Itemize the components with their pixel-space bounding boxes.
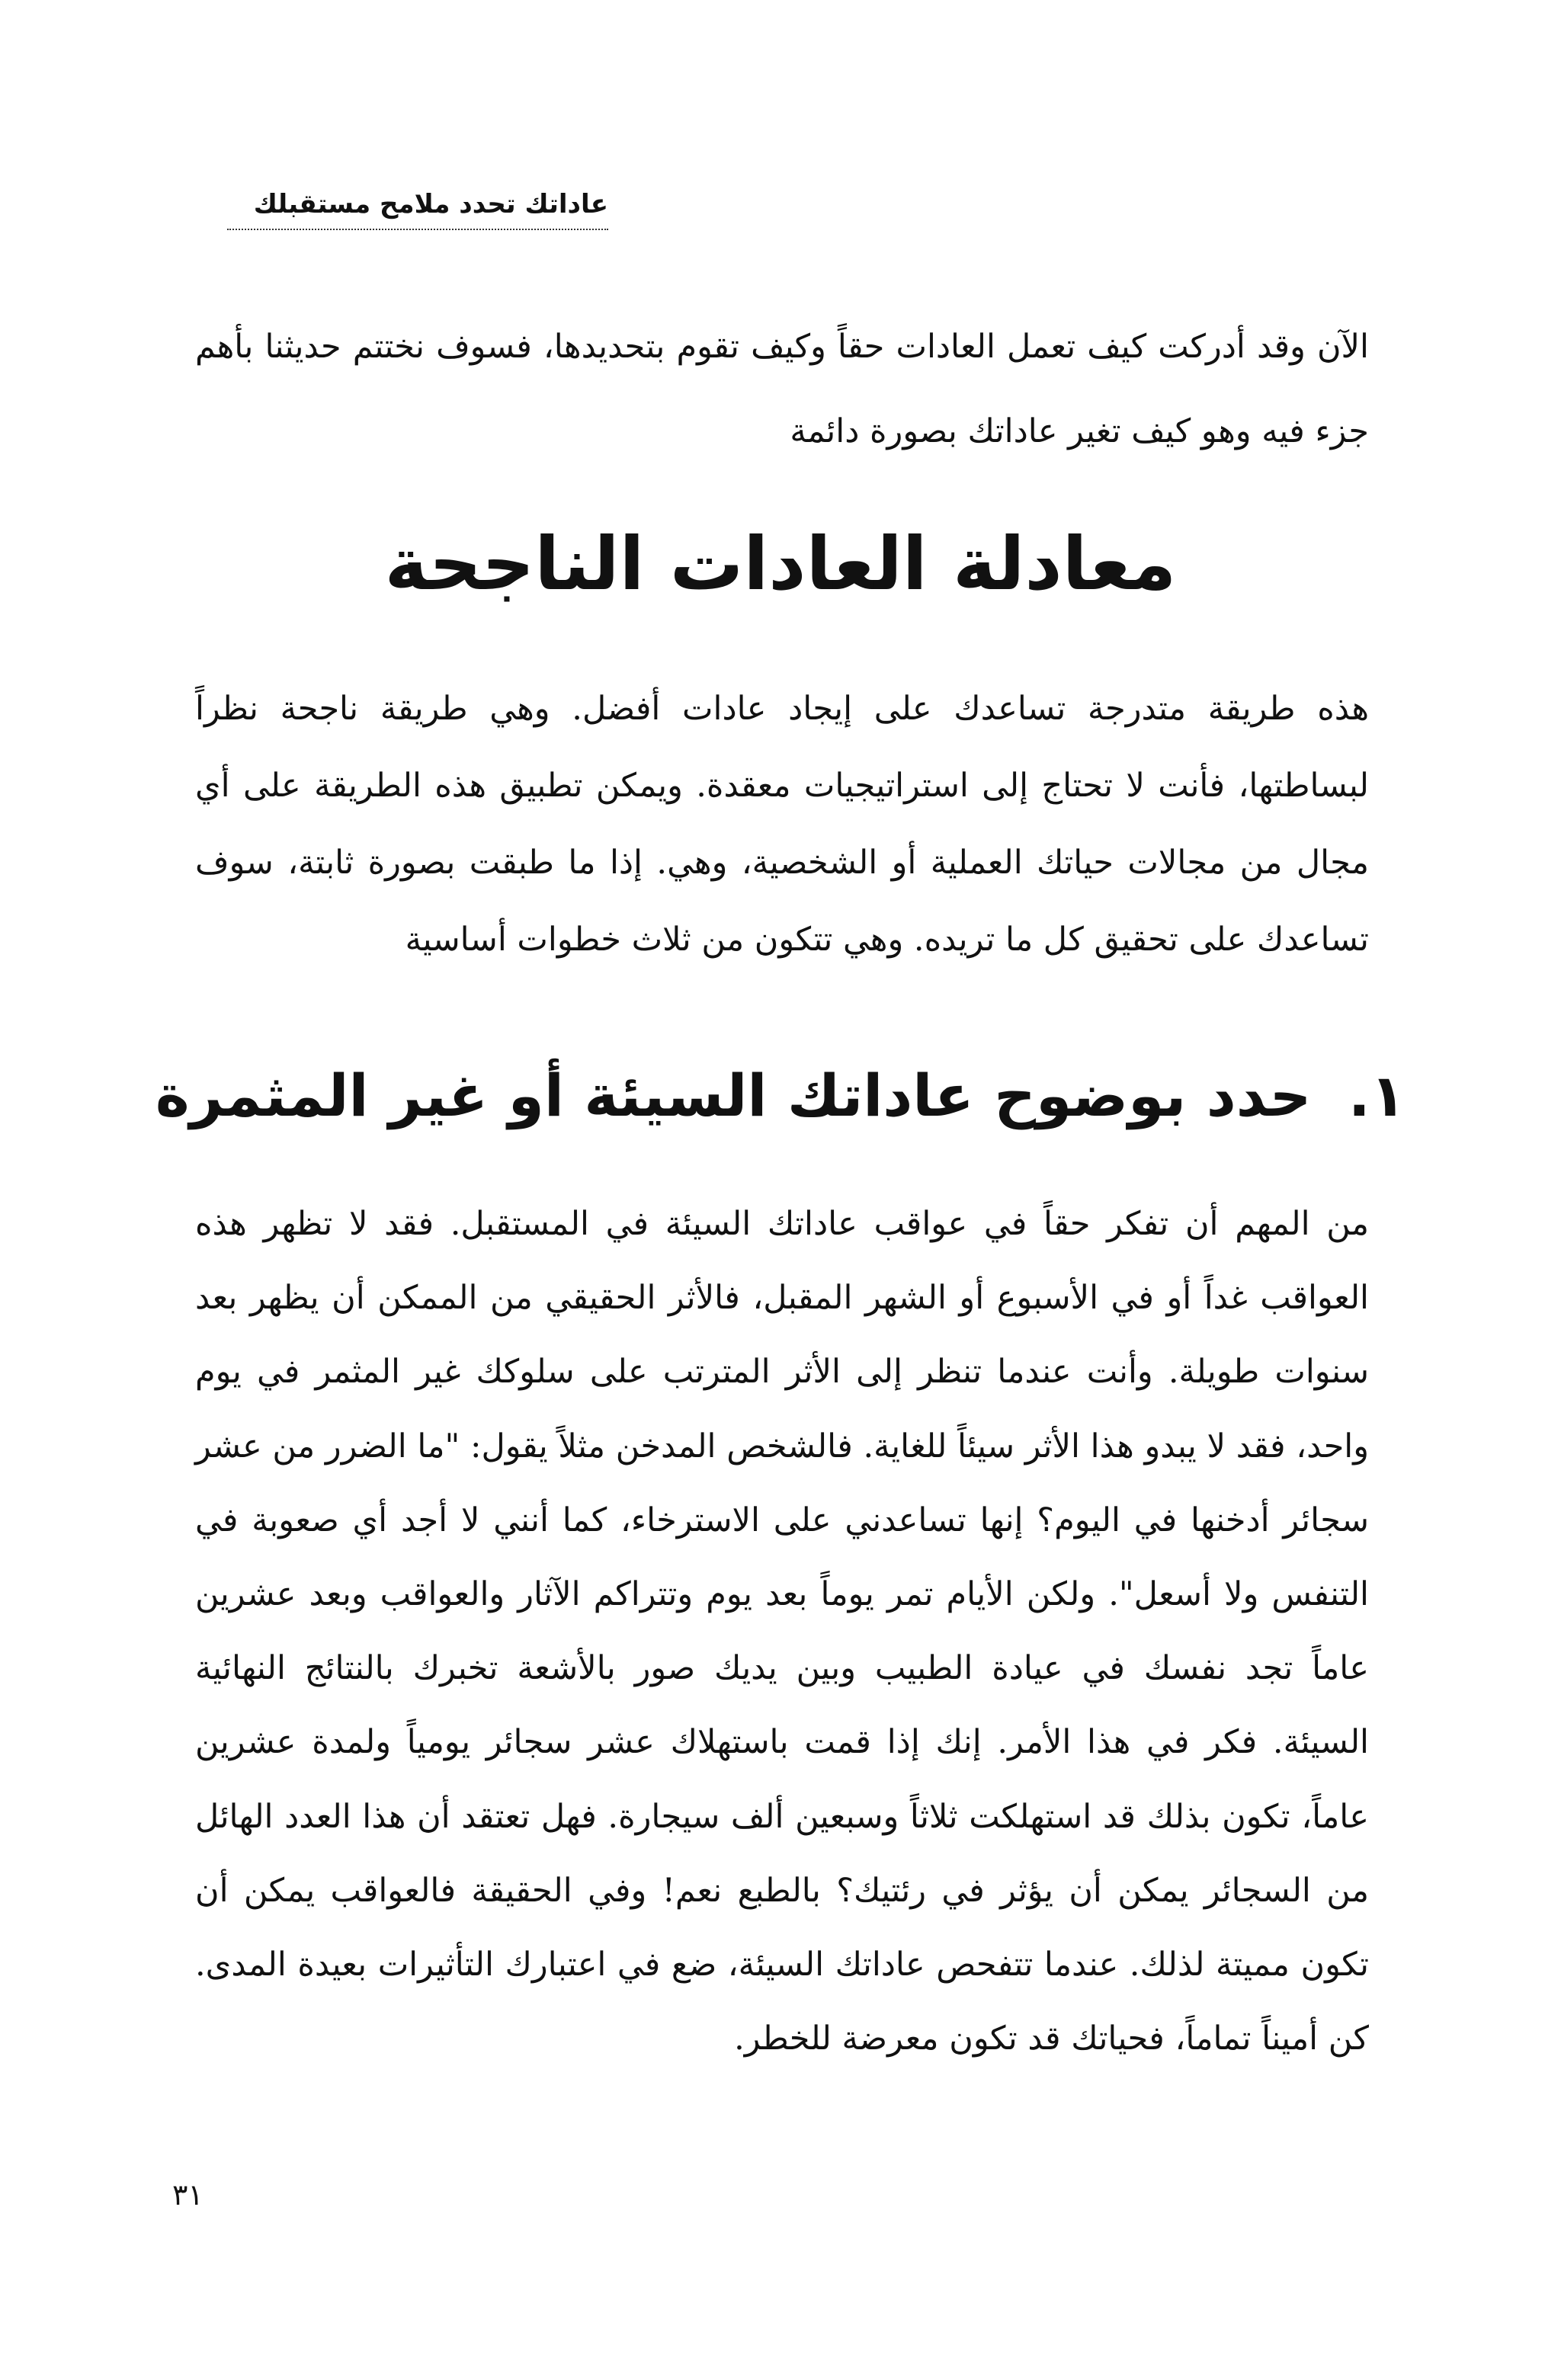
section-paragraph: هذه طريقة متدرجة تساعدك على إيجاد عادات أفضل. وهي طريقة ناجحة نظراً لبساطتها، فأنت لا تحتاج إلى استراتيجيات معقدة. ويمكن تطبيق هذه الطريقة على أي مجال من مجالات حياتك العملية أو الشخصية، وهي. إذا ما طبقت بصورة ثابتة، سوف تساعدك على تحقيق كل ما تريده. وهي تتكون من ثلاث خطوات أساسية: [195, 690, 1369, 959]
step-title: حدد بوضوح عاداتك السيئة أو غير المثمرة: [155, 1062, 1312, 1129]
running-header: عاداتك تحدد ملامح مستقبلك: [253, 189, 608, 219]
header-divider: [227, 229, 608, 230]
step-paragraph: من المهم أن تفكر حقاً في عواقب عاداتك السيئة في المستقبل. فقد لا تظهر هذه العواقب غداً أو في الأسبوع أو الشهر المقبل، فالأثر الحقيقي من الممكن أن يظهر بعد سنوات طويلة. وأنت عندما تنظر إلى الأثر المترتب على سلوكك غير المثمر في يوم واحد، فقد لا يبدو هذا الأثر سيئاً للغاية. فالشخص المدخن مثلاً يقول: "ما الضرر من عشر سجائر أدخنها في اليوم؟ إنها تساعدني على الاسترخاء، كما أنني لا أجد أي صعوبة في التنفس ولا أسعل". ولكن الأيام تمر يوماً بعد يوم وتتراكم الآثار والعواقب وبعد عشرين عاماً تجد نفسك في عيادة الطبيب وبين يديك صور بالأشعة تخبرك بالنتائج النهائية السيئة. فكر في هذا الأمر. إنك إذا قمت باستهلاك عشر سجائر يومياً ولمدة عشرين عاماً، تكون بذلك قد استهلكت ثلاثاً وسبعين ألف سيجارة. فهل تعتقد أن هذا العدد الهائل من السجائر يمكن أن يؤثر في رئتيك؟ بالطبع نعم! وفي الحقيقة فالعواقب يمكن أن تكون مميتة لذلك. عندما تتفحص عاداتك السيئة، ضع في اعتبارك التأثيرات بعيدة المدى. كن أميناً تماماً، فحياتك قد تكون معرضة للخطر.: [195, 1205, 1369, 2058]
step-heading: [0, 1050, 1561, 1142]
step-number: ١.: [1348, 1062, 1406, 1129]
section-title: معادلة العادات الناجحة: [384, 521, 1177, 607]
page-number: ٣١: [172, 2178, 204, 2212]
intro-paragraph: الآن وقد أدركت كيف تعمل العادات حقاً وكيف تقوم بتحديدها، فسوف نختتم حديثنا بأهم جزء فيه وهو كيف تغير عاداتك بصورة دائمة: [195, 328, 1369, 450]
